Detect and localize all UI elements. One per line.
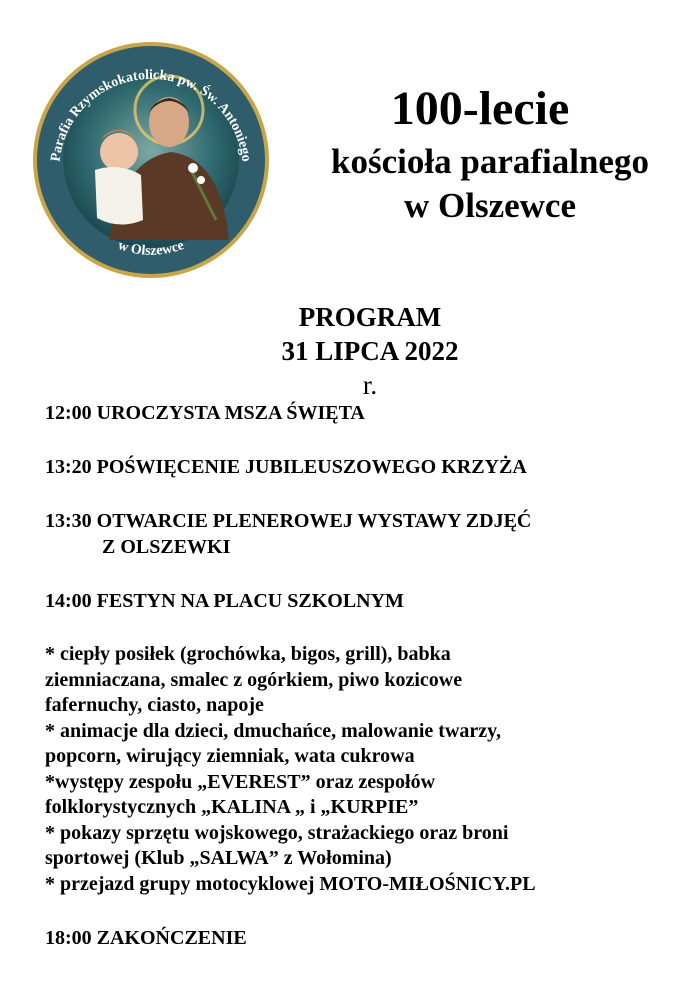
parish-emblem [31,40,271,280]
title-block [290,78,690,228]
festyn-line: popcorn, wirujący ziemniak, wata cukrowa [45,745,415,767]
festyn-line: * pokazy sprzętu wojskowego, strażackiego oraz broni [45,821,509,844]
festyn-details [45,642,665,897]
schedule-item-closing: 18:00 ZAKOŃCZENIE [45,927,247,949]
festyn-line: * przejazd grupy motocyklowej MOTO-MIŁOŚNICY.PL [45,872,536,895]
title-subtitle-2: w Olszewce [403,186,576,225]
festyn-line: ziemniaczana, smalec z ogórkiem, piwo kozicowe [45,668,463,691]
program-heading-block [160,300,580,402]
festyn-line: * ciepły posiłek (grochówka, bigos, grill), babka [45,643,451,665]
schedule-item-cross: 13:20 POŚWIĘCENIE JUBILEUSZOWEGO KRZYŻA [45,456,527,478]
schedule-item-exhibition-cont: Z OLSZEWKI [102,536,231,558]
festyn-line: *występy zespołu „EVEREST” oraz zespołów [45,770,436,793]
schedule-item-festyn: 14:00 FESTYN NA PLACU SZKOLNYM [45,590,404,612]
schedule-list [45,400,665,951]
title-main: 100-lecie [390,82,570,135]
schedule-item-mass: 12:00 UROCZYSTA MSZA ŚWIĘTA [45,402,365,424]
festyn-line: fafernuchy, ciasto, napoje [45,694,264,716]
program-date-suffix: r. [362,370,378,400]
festyn-line: * animacje dla dzieci, dmuchańce, malowanie twarzy, [45,719,502,742]
program-heading: PROGRAM [298,302,442,332]
festyn-line: sportowej (Klub „SALWA” z Wołomina) [45,847,392,869]
emblem-ring-text: Parafia Rzymskokatolicka pw. Św. Antoniego [48,67,254,163]
festyn-line: folklorystycznych „KALINA „ i „KURPIE” [45,796,419,818]
program-date: 31 LIPCA 2022 r. [281,336,459,400]
schedule-item-exhibition: 13:30 OTWARCIE PLENEROWEJ WYSTAWY ZDJĘĆ [45,510,532,532]
title-subtitle-1: kościoła parafialnego [331,142,649,181]
emblem-bottom-text: w Olszewce [116,238,187,259]
